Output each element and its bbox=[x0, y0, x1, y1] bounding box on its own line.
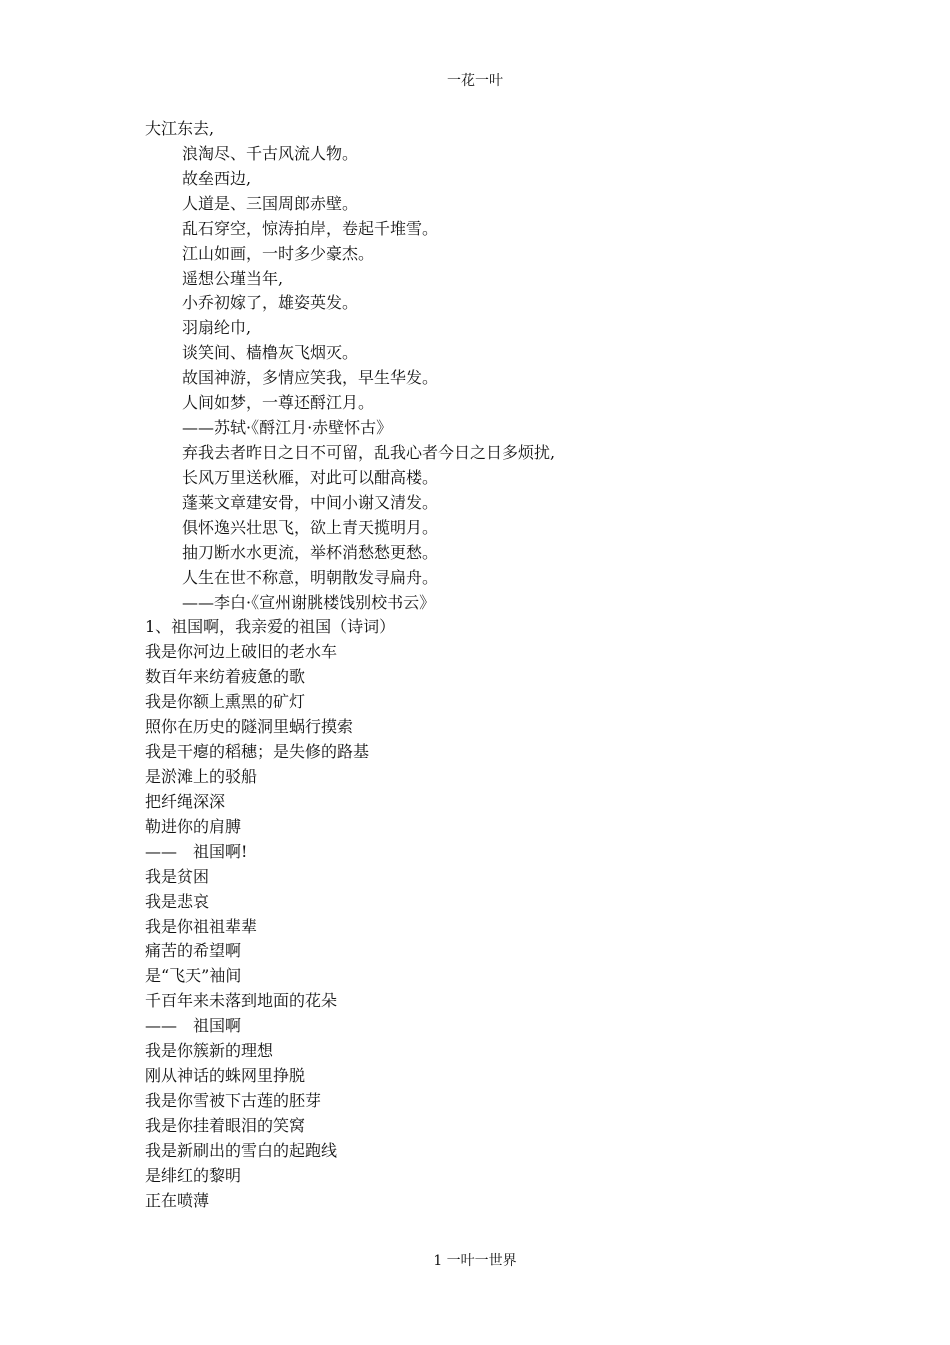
page-header: 一花一叶 bbox=[447, 73, 503, 89]
poem-line: 故国神游，多情应笑我，早生华发。 bbox=[182, 368, 439, 388]
poem-line: 故垒西边, bbox=[182, 168, 252, 188]
poem-line: 蓬莱文章建安骨，中间小谢又清发。 bbox=[182, 492, 439, 512]
poem-line: 我是悲哀 bbox=[145, 891, 210, 911]
poem-line: 江山如画，一时多少豪杰。 bbox=[182, 243, 375, 263]
poem-line: 勒进你的肩膊 bbox=[145, 816, 242, 836]
poem-line: 谈笑间、樯橹灰飞烟灭。 bbox=[182, 343, 359, 363]
poem-line: 数百年来纺着疲惫的歌 bbox=[145, 667, 306, 687]
poem-line: 长风万里送秋雁，对此可以酣高楼。 bbox=[182, 467, 439, 487]
poem-line: 痛苦的希望啊 bbox=[145, 941, 242, 961]
poem-line: 我是你雪被下古莲的胚芽 bbox=[145, 1090, 322, 1110]
poem-line: 抽刀断水水更流，举杯消愁愁更愁。 bbox=[182, 542, 439, 562]
poem-line: 小乔初嫁了，雄姿英发。 bbox=[182, 293, 359, 313]
poem-line: 浪淘尽、千古风流人物。 bbox=[182, 143, 359, 163]
poem-attribution: ——李白·《宣州谢朓楼饯别校书云》 bbox=[182, 592, 436, 612]
poem-line: 千百年来未落到地面的花朵 bbox=[145, 991, 338, 1011]
poem-line: 我是你河边上破旧的老水车 bbox=[145, 642, 338, 662]
poem-line: 是淤滩上的驳船 bbox=[145, 766, 258, 786]
poem-line: 我是你挂着眼泪的笑窝 bbox=[145, 1115, 306, 1135]
poem-line: 刚从神话的蛛网里挣脱 bbox=[145, 1066, 306, 1086]
poem-line: 我是新刷出的雪白的起跑线 bbox=[145, 1140, 338, 1160]
poem-line: 我是你祖祖辈辈 bbox=[145, 916, 258, 936]
poem-line: 遥想公瑾当年, bbox=[182, 268, 284, 288]
poem-line: 我是你簇新的理想 bbox=[145, 1041, 274, 1061]
poem-line: 羽扇纶巾, bbox=[182, 318, 252, 338]
poem-line: —— 祖国啊 bbox=[145, 1016, 242, 1036]
poem-line: 我是你额上熏黑的矿灯 bbox=[145, 692, 306, 712]
poem-line: —— 祖国啊! bbox=[145, 841, 248, 861]
page-footer: 1 一叶一世界 bbox=[433, 1253, 517, 1269]
poem-line: 俱怀逸兴壮思飞，欲上青天揽明月。 bbox=[182, 517, 439, 537]
poem-line: 把纤绳深深 bbox=[145, 791, 226, 811]
poem-line: 大江东去, bbox=[145, 119, 215, 138]
poem-line: 正在喷薄 bbox=[145, 1190, 210, 1210]
poem-line: 乱石穿空，惊涛拍岸，卷起千堆雪。 bbox=[182, 218, 439, 238]
poem-line: 是“飞天”袖间 bbox=[145, 966, 242, 986]
poem-line: 人生在世不称意，明朝散发寻扁舟。 bbox=[182, 567, 439, 587]
poem-line: 我是干瘪的稻穗；是失修的路基 bbox=[145, 742, 370, 762]
poem-attribution: ——苏轼·《酹江月·赤壁怀古》 bbox=[182, 418, 393, 438]
body-text bbox=[145, 117, 845, 1214]
poem-line: 我是贫困 bbox=[145, 866, 210, 886]
poem-line: 照你在历史的隧洞里蜗行摸索 bbox=[145, 717, 354, 737]
poem-line: 人道是、三国周郎赤壁。 bbox=[182, 193, 359, 213]
poem-line: 弃我去者昨日之日不可留，乱我心者今日之日多烦扰, bbox=[182, 442, 556, 462]
poem-line: 是绯红的黎明 bbox=[145, 1165, 242, 1185]
poem-line: 人间如梦，一尊还酹江月。 bbox=[182, 393, 375, 413]
section-title: 1、祖国啊，我亲爱的祖国（诗词） bbox=[145, 617, 396, 637]
